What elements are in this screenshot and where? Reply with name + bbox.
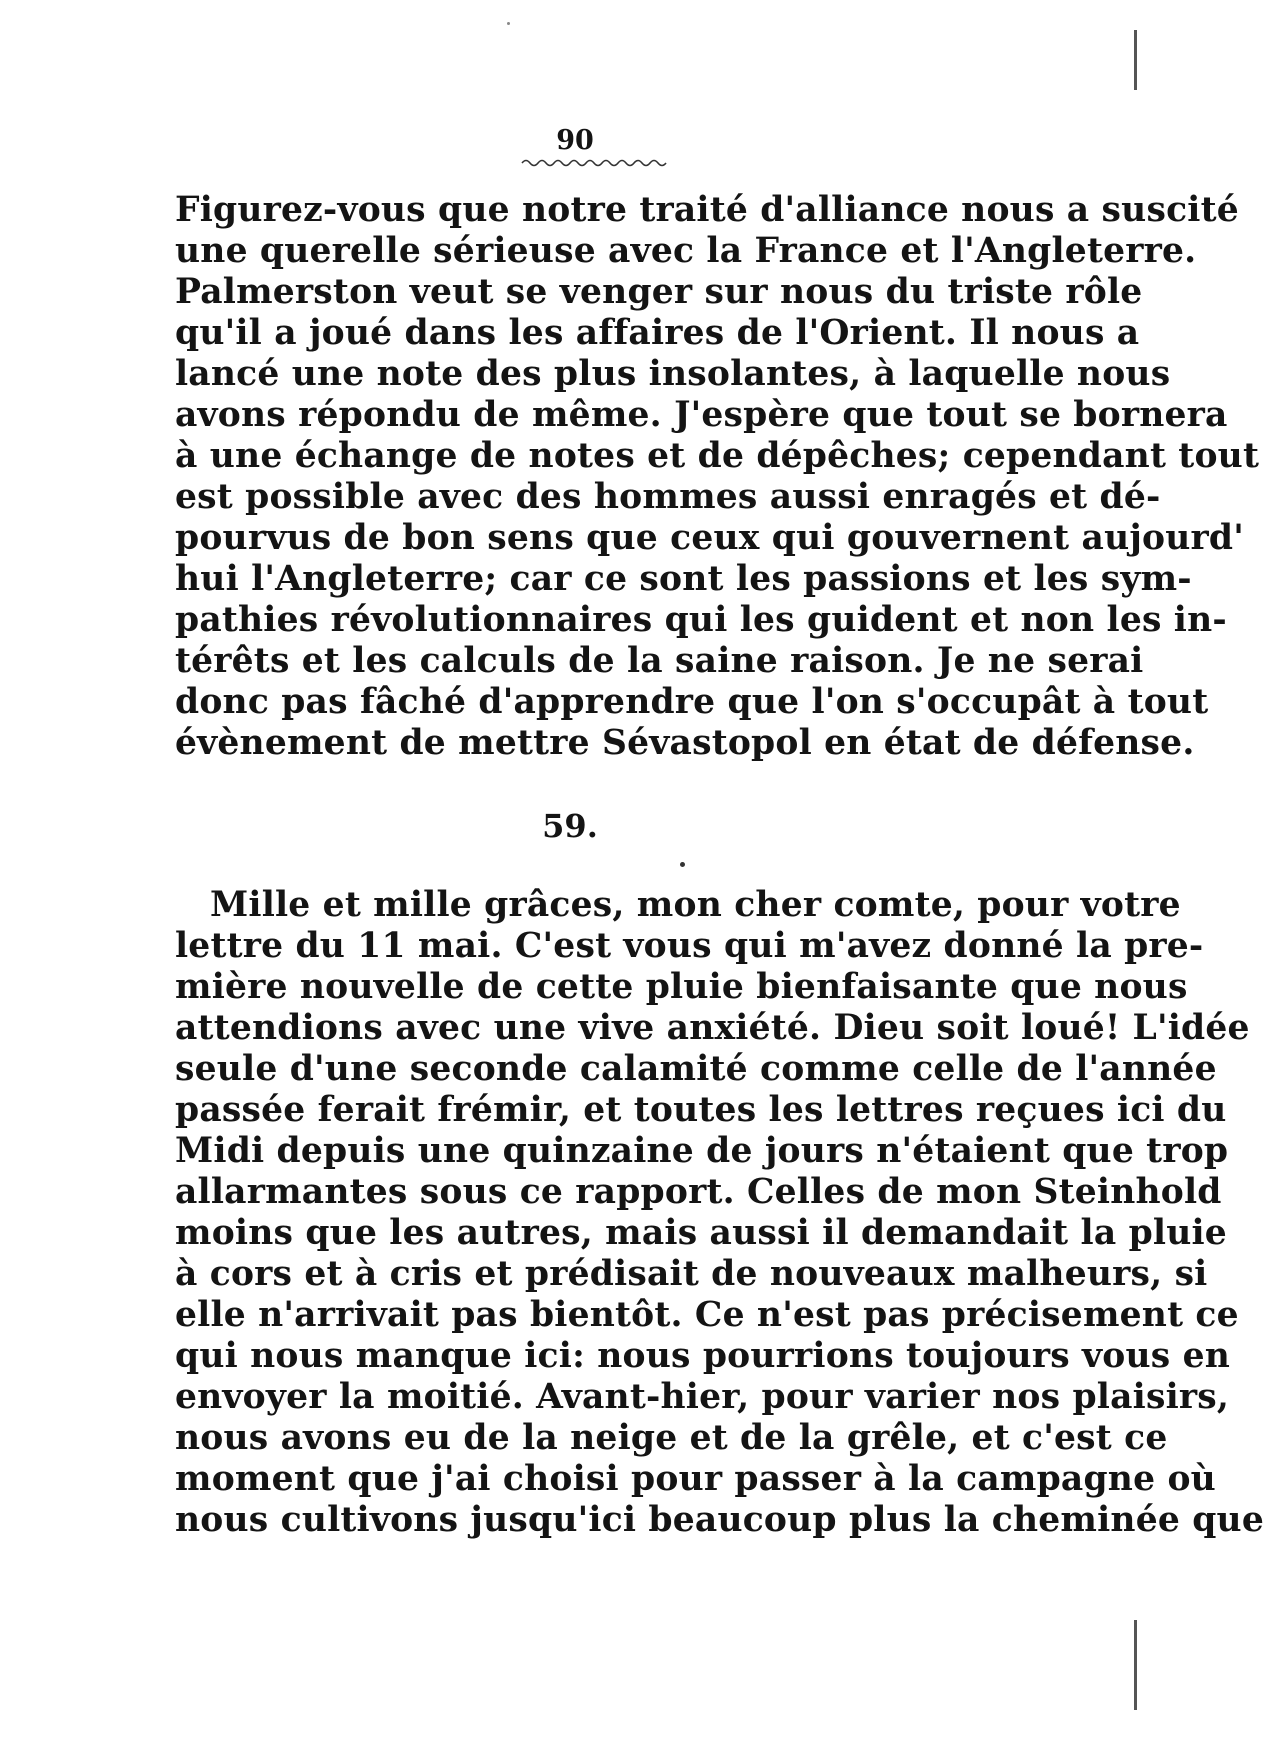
text-line: passée ferait frémir, et toutes les lettres reçues ici du <box>175 1090 1227 1130</box>
letter-number: 59. <box>542 807 598 845</box>
text-line: donc pas fâché d'apprendre que l'on s'occupât à tout <box>175 682 1209 722</box>
text-line: lancé une note des plus insolantes, à laquelle nous <box>175 354 1171 394</box>
text-line: Mille et mille grâces, mon cher comte, pour votre <box>210 885 1181 925</box>
text-line: hui l'Angleterre; car ce sont les passions et les sym- <box>175 559 1192 599</box>
print-speck <box>507 22 510 25</box>
print-dot <box>680 862 685 867</box>
text-line: térêts et les calculs de la saine raison. Je ne serai <box>175 641 1144 681</box>
scan-edge-mark <box>1134 1620 1137 1710</box>
text-line: Palmerston veut se venger sur nous du triste rôle <box>175 272 1143 312</box>
text-line: elle n'arrivait pas bientôt. Ce n'est pas précisement ce <box>175 1295 1239 1335</box>
text-line: Midi depuis une quinzaine de jours n'étaient que trop <box>175 1131 1229 1171</box>
text-line: lettre du 11 mai. C'est vous qui m'avez donné la pre- <box>175 926 1204 966</box>
text-line: qu'il a joué dans les affaires de l'Orient. Il nous a <box>175 313 1140 353</box>
text-line: seule d'une seconde calamité comme celle de l'année <box>175 1049 1217 1089</box>
text-line: envoyer la moitié. Avant-hier, pour varier nos plaisirs, <box>175 1377 1230 1417</box>
text-line: attendions avec une vive anxiété. Dieu soit loué! L'idée <box>175 1008 1250 1048</box>
text-line: moment que j'ai choisi pour passer à la campagne où <box>175 1459 1216 1499</box>
text-line: mière nouvelle de cette pluie bienfaisante que nous <box>175 967 1188 1007</box>
text-line: qui nous manque ici: nous pourrions toujours vous en <box>175 1336 1231 1376</box>
text-line: pathies révolutionnaires qui les guident et non les in- <box>175 600 1227 640</box>
scan-edge-mark <box>1134 30 1137 90</box>
text-line: avons répondu de même. J'espère que tout se bornera <box>175 395 1228 435</box>
text-line: à une échange de notes et de dépêches; cependant tout <box>175 436 1260 476</box>
text-line: pourvus de bon sens que ceux qui gouvernent aujourd' <box>175 518 1245 558</box>
text-line: allarmantes sous ce rapport. Celles de mon Steinhold <box>175 1172 1222 1212</box>
text-line: nous cultivons jusqu'ici beaucoup plus la cheminée que <box>175 1500 1264 1540</box>
wavy-rule-ornament <box>522 157 666 167</box>
text-line: évènement de mettre Sévastopol en état de défense. <box>175 723 1195 763</box>
text-line: Figurez-vous que notre traité d'alliance nous a suscité <box>175 190 1239 230</box>
text-line: nous avons eu de la neige et de la grêle, et c'est ce <box>175 1418 1168 1458</box>
text-line: à cors et à cris et prédisait de nouveaux malheurs, si <box>175 1254 1208 1294</box>
text-line: est possible avec des hommes aussi enragés et dé- <box>175 477 1161 517</box>
text-line: une querelle sérieuse avec la France et l'Angleterre. <box>175 231 1197 271</box>
text-line: moins que les autres, mais aussi il demandait la pluie <box>175 1213 1227 1253</box>
page-number: 90 <box>556 125 594 156</box>
